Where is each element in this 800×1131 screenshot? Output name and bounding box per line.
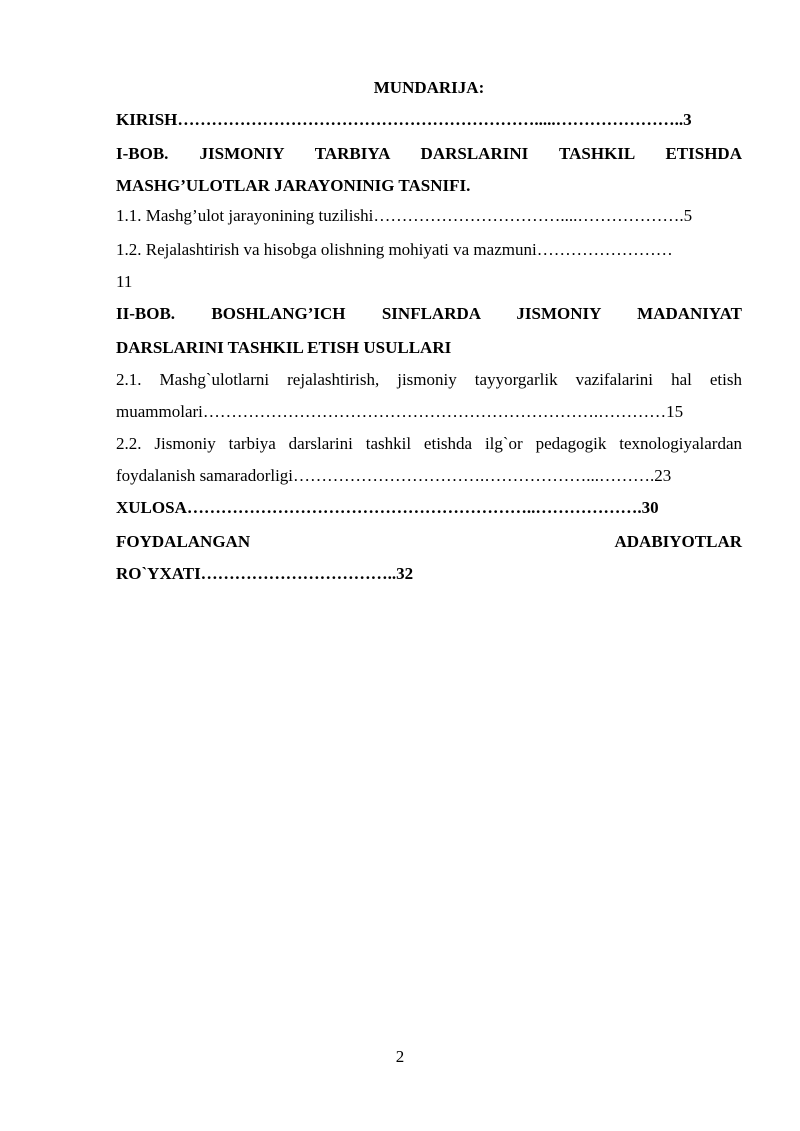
toc-entry-1-2-line2: 11 <box>116 272 133 291</box>
toc-title: MUNDARIJA: <box>373 78 485 97</box>
toc-entry-2-2-line1: 2.2. Jismoniy tarbiya darslarini tashkil etishda ilg`or pedagogik texnologiyalardan <box>116 434 742 453</box>
toc-entry-2-1-line1: 2.1. Mashg`ulotlarni rejalashtirish, jismoniy tayyorgarlik vazifalarini hal etish <box>116 370 742 389</box>
toc-chapter-1-heading-line2: MASHG’ULOTLAR JARAYONINIG TASNIFI. <box>116 176 471 195</box>
toc-entry-references-line2: RO`YXATI……………………………..32 <box>116 564 414 583</box>
toc-entry-2-2-line2: foydalanish samaradorligi…………………………….………………...……….23 <box>116 466 672 485</box>
toc-entry-1-1: 1.1. Mashg’ulot jarayonining tuzilishi……………………………....……………….5 <box>116 206 693 225</box>
toc-chapter-1-heading-line1: I-BOB. JISMONIY TARBIYA DARSLARINI TASHKIL ETISHDA <box>116 144 742 163</box>
toc-entry-xulosa: XULOSA……………………………………………………..……………….30 <box>116 498 659 517</box>
page-number: 2 <box>395 1047 405 1066</box>
toc-chapter-2-heading-line2: DARSLARINI TASHKIL ETISH USULLARI <box>116 338 452 357</box>
toc-entry-references-line1: FOYDALANGAN ADABIYOTLAR <box>116 532 742 551</box>
toc-entry-1-2-line1: 1.2. Rejalashtirish va hisobga olishning mohiyati va mazmuni…………………… <box>116 240 673 259</box>
toc-entry-kirish: KIRISH……………………………………………………….....…………………..3 <box>116 110 692 129</box>
toc-entry-2-1-line2: muammolari…………………………………………………………….…………15 <box>116 402 684 421</box>
toc-chapter-2-heading-line1: II-BOB. BOSHLANG’ICH SINFLARDA JISMONIY MADANIYAT <box>116 304 742 323</box>
